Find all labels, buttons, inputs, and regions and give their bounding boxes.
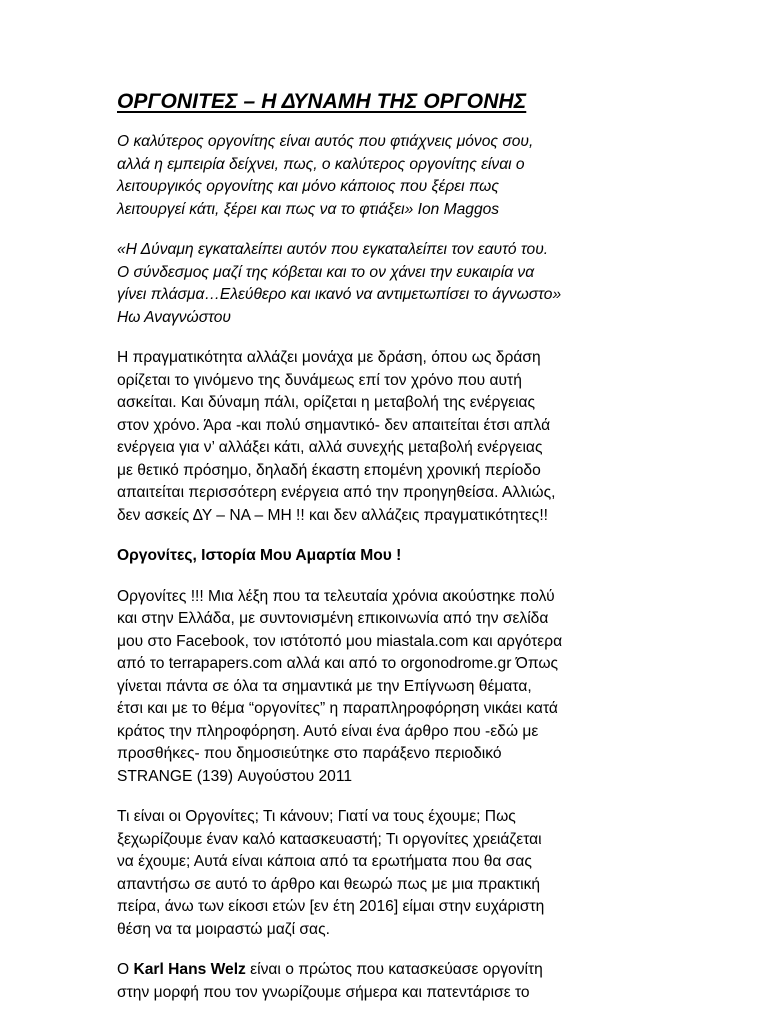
text-line: στον χρόνο. Άρα -και πολύ σημαντικό- δεν απαιτείται έτσι απλά bbox=[117, 416, 551, 434]
text-line: ορίζεται το γινόμενο της δυνάμεως επί τον χρόνο που αυτή bbox=[117, 371, 522, 389]
text-line: μου στο Facebook, τον ιστότοπό μου miastala.com και αργότερα bbox=[117, 632, 563, 650]
text-line: να έχουμε; Αυτά είναι κάποια από τα ερωτήματα που θα σας bbox=[117, 853, 532, 870]
text-line: προσθήκες- που δημοσιεύτηκε στο παράξενο περιοδικό bbox=[117, 745, 502, 762]
text-line: «Η Δύναμη εγκαταλείπει αυτόν που εγκαταλείπει τον εαυτό του. bbox=[117, 241, 549, 258]
text-line: ενέργεια για ν’ αλλάξει κάτι, αλλά συνεχής μεταβολή ενέργειας bbox=[117, 439, 543, 456]
text-line: Ο σύνδεσμος μαζί της κόβεται και το ον χάνει την ευκαιρία να bbox=[117, 263, 535, 281]
text-prefix: Ο bbox=[117, 961, 134, 978]
text-line: STRANGE (139) Αυγούστου 2011 bbox=[117, 767, 353, 785]
text-line: Τι είναι οι Οργονίτες; Τι κάνουν; Γιατί να τους έχουμε; Πως bbox=[117, 808, 516, 825]
text-line: ασκείται. Και δύναμη πάλι, ορίζεται η μεταβολή της ενέργειας bbox=[117, 394, 536, 411]
section-heading: Οργονίτες, Ιστορία Μου Αμαρτία Μου ! bbox=[117, 547, 402, 564]
quote-ion-maggos bbox=[117, 131, 662, 221]
paragraph-karl-hans-welz bbox=[117, 959, 662, 1004]
paragraph-questions bbox=[117, 806, 662, 941]
paragraph-orgonites-intro bbox=[117, 586, 662, 789]
text-line: θέση να τα μοιραστώ μαζί σας. bbox=[117, 920, 330, 938]
text-line: στην μορφή που τον γνωρίζουμε σήμερα και πατεντάρισε το bbox=[117, 983, 530, 1001]
text-line: από το terrapapers.com αλλά και από το orgonodrome.gr Όπως bbox=[117, 655, 559, 672]
text-line: γίνει πλάσμα…Ελεύθερο και ικανό να αντιμετωπίσει το άγνωστο» bbox=[117, 286, 562, 303]
text-line: απαντήσω σε αυτό το άρθρο και θεωρώ πως με μια πρακτική bbox=[117, 875, 541, 893]
document-title: ΟΡΓΟΝΙΤΕΣ – Η ΔΥΝΑΜΗ ΤΗΣ ΟΡΓΟΝΗΣ bbox=[117, 90, 527, 113]
text-line: έτσι και με το θέμα “οργονίτες” η παραπληροφόρηση νικάει κατά bbox=[117, 700, 558, 717]
text-line: λειτουργικός οργονίτης και μόνο κάποιος που ξέρει πως bbox=[117, 178, 499, 195]
text-line bbox=[117, 959, 662, 982]
text-rest: είναι ο πρώτος που κατασκεύασε οργονίτη bbox=[245, 961, 543, 978]
text-line: Οργονίτες !!! Μια λέξη που τα τελευταία χρόνια ακούστηκε πολύ bbox=[117, 587, 555, 605]
text-line: αλλά η εμπειρία δείχνει, πως, ο καλύτερος οργονίτης είναι ο bbox=[117, 155, 525, 173]
text-line: κράτος την πληροφόρηση. Αυτό είναι ένα άρθρο που -εδώ με bbox=[117, 722, 539, 740]
text-line: πείρα, άνω των είκοσι ετών [εν έτη 2016] είμαι στην ευχάριστη bbox=[117, 898, 545, 915]
text-line: Η πραγματικότητα αλλάζει μονάχα με δράση, όπου ως δράση bbox=[117, 349, 541, 366]
paragraph-reality bbox=[117, 347, 662, 527]
text-line: γίνεται πάντα σε όλα τα σημαντικά με την Επίγνωση θέματα, bbox=[117, 677, 532, 695]
text-line: ξεχωρίζουμε έναν καλό κατασκευαστή; Τι οργονίτες χρειάζεται bbox=[117, 830, 542, 848]
text-line: λειτουργεί κάτι, ξέρει και πως να το φτιάξει» Ion Maggos bbox=[117, 200, 500, 218]
text-line: με θετικό πρόσημο, δηλαδή έκαστη επομένη χρονική περίοδο bbox=[117, 461, 541, 479]
person-name: Karl Hans Welz bbox=[133, 961, 246, 978]
text-line: Ηω Αναγνώστου bbox=[117, 308, 231, 326]
quote-io-anagnostou bbox=[117, 239, 662, 329]
document-page bbox=[117, 88, 662, 1022]
text-line: Ο καλύτερος οργονίτης είναι αυτός που φτιάχνεις μόνος σου, bbox=[117, 133, 534, 150]
text-line: απαιτείται περισσότερη ενέργεια από την προηγηθείσα. Αλλιώς, bbox=[117, 484, 556, 501]
text-line: δεν ασκείς ΔΥ – ΝΑ – ΜΗ !! και δεν αλλάζεις πραγματικότητες!! bbox=[117, 506, 548, 524]
text-line: και στην Ελλάδα, με συντονισμένη επικοινωνία από την σελίδα bbox=[117, 610, 549, 627]
